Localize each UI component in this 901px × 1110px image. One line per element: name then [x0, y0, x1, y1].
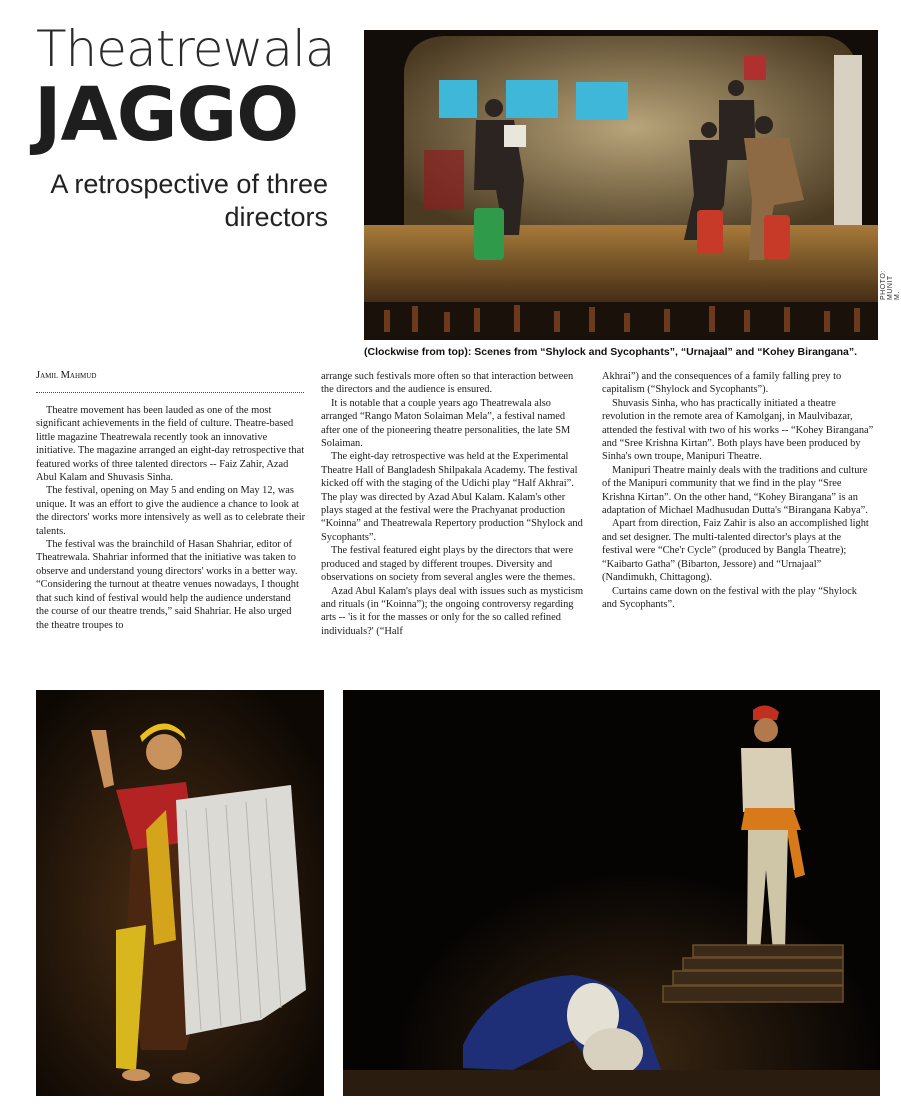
photo-shylock-and-sycophants: [364, 30, 878, 340]
paragraph: Curtains came down on the festival with the play “Shylock and Sycophants”.: [602, 585, 857, 610]
article-column-2: [321, 370, 585, 638]
photo-urnajaal: [343, 690, 880, 1096]
paragraph: It is notable that a couple years ago Theatrewala also arranged “Rango Maton Solaiman Mela”, a festival named after one of the pioneering theatre personalities, the late SM Solaiman.: [321, 397, 571, 450]
byline-divider: [36, 392, 304, 393]
photo-credit: PHOTO: MUNIT M.: [880, 270, 901, 300]
paragraph: Theatre movement has been lauded as one of the most significant achievements in the field of culture. Theatre-based little magazine Theatrewala recently took an innovative initiative. The magazine arranged an eight-day retrospective that featured works of three talented directors -- Faiz Zahir, Azad Abul Kalam and Shuvasis Sinha.: [36, 405, 305, 484]
photo-caption: (Clockwise from top): Scenes from “Shylock and Sycophants”, “Urnajaal” and “Kohey Birangana”.: [364, 346, 858, 358]
headline-line-1: Theatrewala: [36, 20, 335, 78]
photo-kohey-birangana: [36, 690, 324, 1096]
article-column-1: [36, 404, 306, 632]
paragraph: arrange such festivals more often so that interaction between the directors and the audience is ensured.: [321, 371, 574, 396]
paragraph: Akhrai”) and the consequences of a family falling prey to capitalism (“Shylock and Sycophants”).: [602, 371, 842, 396]
byline: Jamil Mahmud: [36, 370, 97, 381]
headline-line-2: JAGGO: [34, 72, 299, 158]
article-column-3: [602, 370, 874, 611]
paragraph: The festival featured eight plays by the directors that were produced and staged by different troupes. Diversity and observations on society from several angles were the themes.: [321, 545, 576, 584]
paragraph: Shuvasis Sinha, who has practically initiated a theatre revolution in the remote area of Kamolganj, in Maulvibazar, attended the festival with two of his works -- “Kohey Birangana” and “Sree Krishna Kirtan”. Both plays have been produced by Sinha's own troupe, Manipuri Theatre.: [602, 397, 874, 463]
paragraph: The festival was the brainchild of Hasan Shahriar, editor of Theatrewala. Shahriar informed that the initiative was taken to observe and understand young directors' works in a better way. “Considering the turnout at theatre venues nowadays, I thought that such kind of festival would help the audience understand the course of our theatre trends,” said Shahriar. He also urged the theatre troupes to: [36, 539, 299, 631]
paragraph: Apart from direction, Faiz Zahir is also an accomplished light and set designer. The multi-talented director's plays at the festival were “Che'r Cycle” (produced by Bangla Theatre); “Kaibarto Gatha” (Bibarton, Jessore) and “Urnajaal” (Nandimukh, Chittagong).: [602, 518, 869, 584]
paragraph: Azad Abul Kalam's plays deal with issues such as mysticism and rituals (in “Koinna”); the ongoing controversy regarding arts -- 'is it for the masses or only for the so called refined individuals?' (“Half: [321, 585, 584, 637]
paragraph: The eight-day retrospective was held at the Experimental Theatre Hall of Bangladesh Shilpakala Academy. The festival kicked off with the staging of the Udichi play “Half Akhrai”. The play was directed by Azad Abul Kalam. Kalam's other plays staged at the festival were the Prachyanat production “Koinna” and Theatrewala Repertory production “Shylock and Sycophants”.: [321, 451, 583, 543]
subheadline: A retrospective of three directors: [50, 169, 328, 232]
paragraph: Manipuri Theatre mainly deals with the traditions and culture of the Manipuri community that we find in the play “Sree Krishna Kirtan”. On the other hand, “Kohey Birangana” is an adaptation of Michael Madhusudan Dutta's “Birangana Kabya”.: [602, 464, 868, 517]
paragraph: The festival, opening on May 5 and ending on May 12, was unique. It was an effort to give the audience a chance to look at the directors' works more intensively as well as to celebrate their talents.: [36, 485, 306, 537]
